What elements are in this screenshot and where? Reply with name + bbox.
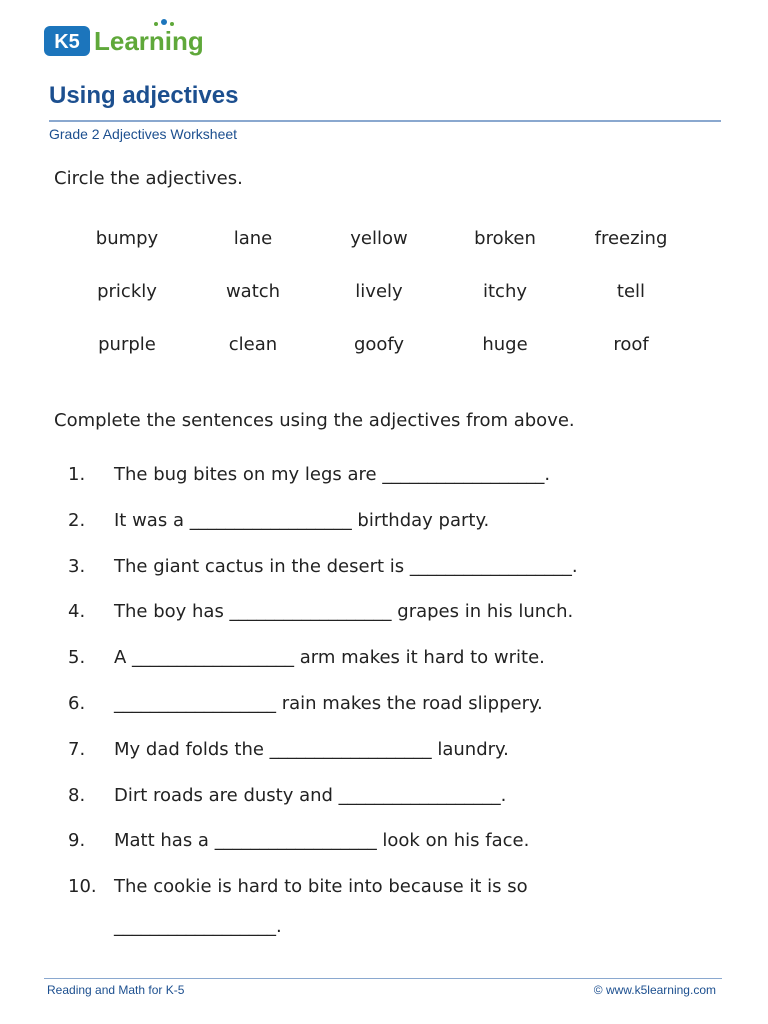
sentence-item — [68, 693, 708, 739]
sentence-text: My dad folds the __________________ laundry. — [114, 738, 509, 760]
footer-website: © www.k5learning.com — [593, 983, 716, 997]
svg-text:Learning: Learning — [94, 26, 204, 56]
sentence-number: 1. — [68, 464, 86, 485]
sentence-text: The boy has __________________ grapes in his lunch. — [114, 601, 574, 623]
word-item: yellow — [350, 228, 408, 249]
word-item: freezing — [594, 228, 668, 249]
sentence-text: __________________ rain makes the road slippery. — [114, 692, 543, 714]
word-item: watch — [225, 281, 281, 302]
k5-learning-logo — [42, 14, 212, 64]
sentence-number: 9. — [68, 830, 86, 852]
adjective-word-grid — [64, 228, 694, 387]
worksheet-subtitle: Grade 2 Adjectives Worksheet — [49, 126, 238, 142]
word-row — [64, 334, 694, 387]
footer-divider — [44, 978, 722, 979]
sentence-text: The giant cactus in the desert is __________________. — [114, 555, 578, 577]
sentence-number: 10. — [68, 876, 97, 898]
word-item: lane — [233, 228, 273, 249]
sentence-list — [68, 464, 708, 922]
sentence-item — [68, 647, 708, 693]
svg-text:K5: K5 — [54, 31, 80, 53]
word-item: bumpy — [95, 228, 159, 249]
sentence-text: It was a __________________ birthday party. — [114, 509, 490, 531]
word-item: huge — [482, 334, 528, 355]
sentence-item — [68, 785, 708, 831]
word-item: broken — [474, 228, 536, 249]
word-item: goofy — [353, 334, 405, 355]
footer-tagline: Reading and Math for K-5 — [47, 983, 185, 997]
sentence-number: 6. — [68, 692, 86, 714]
word-row — [64, 228, 694, 281]
sentence-number: 7. — [68, 738, 86, 760]
word-item: roof — [613, 334, 649, 355]
sentence-text: The cookie is hard to bite into because it is so — [114, 876, 528, 898]
sentence-item — [68, 601, 708, 647]
sentence-item — [68, 510, 708, 556]
sentence-number: 3. — [68, 555, 86, 577]
word-item: lively — [355, 281, 403, 302]
sentence-item — [68, 556, 708, 602]
sentence-text: The bug bites on my legs are __________________. — [114, 464, 551, 485]
sentence-item — [68, 464, 708, 510]
header-divider — [49, 120, 721, 122]
complete-instruction: Complete the sentences using the adjectives from above. — [54, 410, 575, 431]
word-item: purple — [98, 334, 156, 355]
sentence-text: Matt has a __________________ look on his face. — [114, 830, 530, 852]
sentence-number: 5. — [68, 647, 86, 669]
page-title: Using adjectives — [49, 82, 239, 109]
sentence-item — [68, 739, 708, 785]
word-item: itchy — [482, 281, 527, 302]
word-row — [64, 281, 694, 334]
sentence-number: 2. — [68, 509, 86, 531]
word-item: prickly — [97, 281, 157, 302]
sentence-continuation: __________________. — [114, 916, 282, 937]
word-item: tell — [616, 281, 646, 302]
sentence-text: A __________________ arm makes it hard to write. — [114, 647, 545, 669]
circle-instruction: Circle the adjectives. — [54, 168, 243, 189]
sentence-text: Dirt roads are dusty and __________________. — [114, 784, 507, 806]
word-item: clean — [228, 334, 278, 355]
sentence-number: 8. — [68, 784, 86, 806]
sentence-number: 4. — [68, 601, 86, 623]
sentence-item — [68, 830, 708, 876]
